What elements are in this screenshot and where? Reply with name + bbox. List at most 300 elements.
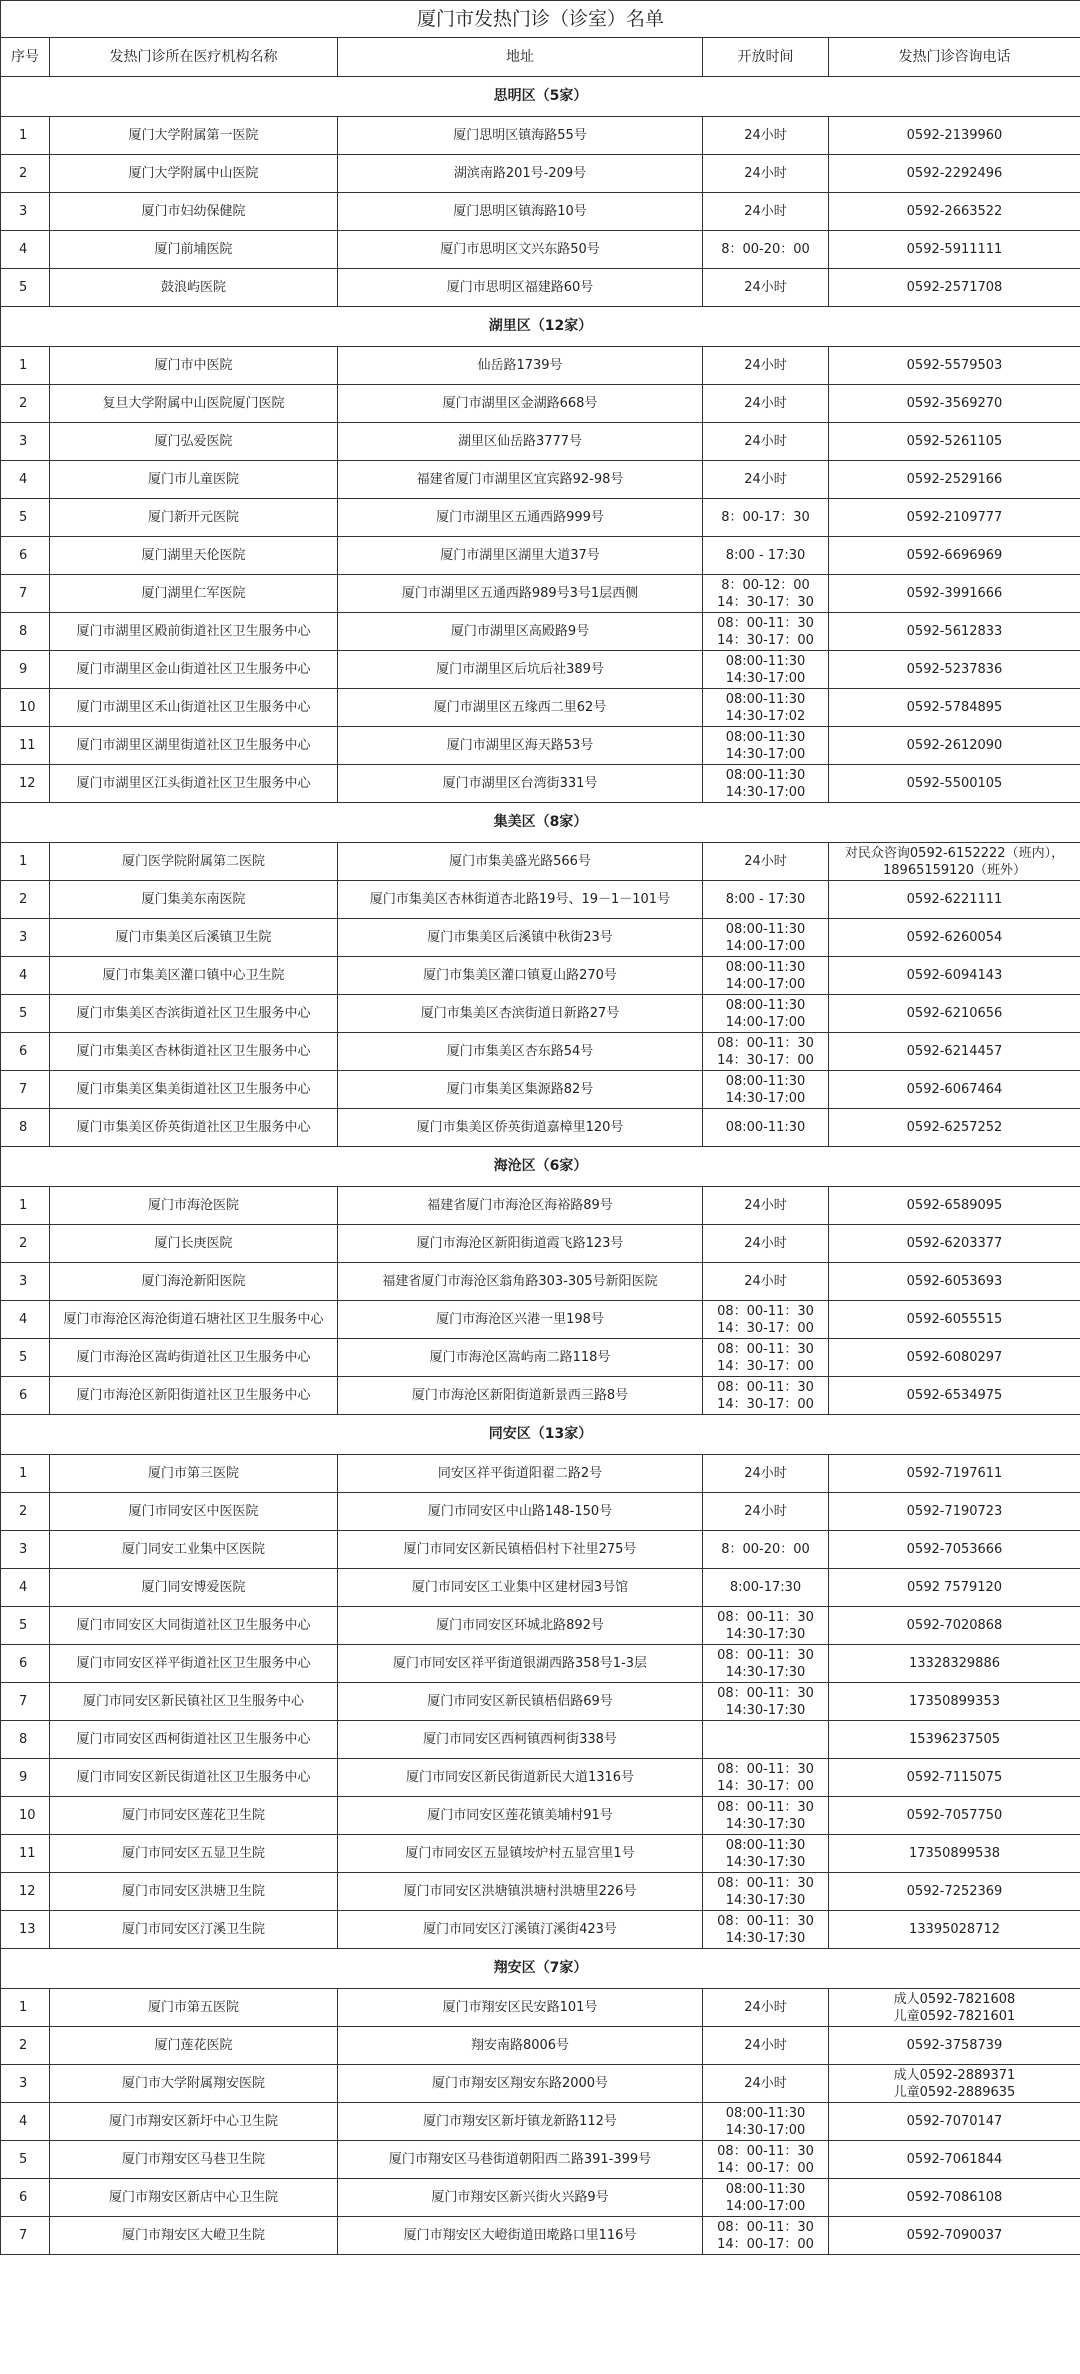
opening-hours: 08：00-11：30 14：30-17：00 bbox=[703, 1339, 829, 1377]
opening-hours: 24小时 bbox=[703, 193, 829, 231]
address: 厦门市集美盛光路566号 bbox=[338, 843, 703, 881]
opening-hours: 08:00-11:30 14:30-17:00 bbox=[703, 2103, 829, 2141]
address: 厦门市同安区汀溪镇汀溪街423号 bbox=[338, 1911, 703, 1949]
opening-hours: 24小时 bbox=[703, 385, 829, 423]
address: 厦门市同安区新民镇梧侣路69号 bbox=[338, 1683, 703, 1721]
institution-name: 厦门市大学附属翔安医院 bbox=[50, 2065, 338, 2103]
header-phone: 发热门诊咨询电话 bbox=[829, 38, 1080, 77]
institution-name: 厦门市同安区莲花卫生院 bbox=[50, 1797, 338, 1835]
phone: 0592-5237836 bbox=[829, 651, 1080, 689]
opening-hours: 24小时 bbox=[703, 423, 829, 461]
phone: 0592-5784895 bbox=[829, 689, 1080, 727]
address: 厦门市湖里区高殿路9号 bbox=[338, 613, 703, 651]
institution-name: 厦门医学院附属第二医院 bbox=[50, 843, 338, 881]
address: 厦门市集美区侨英街道嘉樟里120号 bbox=[338, 1109, 703, 1147]
row-index: 6 bbox=[1, 2179, 50, 2217]
table-row bbox=[1, 765, 1080, 803]
opening-hours: 24小时 bbox=[703, 1455, 829, 1493]
institution-name: 鼓浪屿医院 bbox=[50, 269, 338, 307]
institution-name: 厦门市湖里区江头街道社区卫生服务中心 bbox=[50, 765, 338, 803]
phone: 0592-6257252 bbox=[829, 1109, 1080, 1147]
institution-name: 厦门市翔安区马巷卫生院 bbox=[50, 2141, 338, 2179]
row-index: 8 bbox=[1, 1109, 50, 1147]
phone: 0592-5261105 bbox=[829, 423, 1080, 461]
table-row bbox=[1, 613, 1080, 651]
row-index: 3 bbox=[1, 1263, 50, 1301]
table-row bbox=[1, 995, 1080, 1033]
district-header-row bbox=[1, 803, 1080, 843]
phone: 0592-6696969 bbox=[829, 537, 1080, 575]
row-index: 13 bbox=[1, 1911, 50, 1949]
header-index: 序号 bbox=[1, 38, 50, 77]
phone: 成人0592-2889371 儿童0592-2889635 bbox=[829, 2065, 1080, 2103]
table-row bbox=[1, 1683, 1080, 1721]
address: 厦门市集美区集源路82号 bbox=[338, 1071, 703, 1109]
table-row bbox=[1, 117, 1080, 155]
row-index: 5 bbox=[1, 1339, 50, 1377]
opening-hours: 08：00-11：30 14：30-17：00 bbox=[703, 1033, 829, 1071]
table-row bbox=[1, 1797, 1080, 1835]
phone: 0592-6203377 bbox=[829, 1225, 1080, 1263]
document-title: 厦门市发热门诊（诊室）名单 bbox=[1, 1, 1080, 38]
district-title: 海沧区（6家） bbox=[1, 1147, 1080, 1187]
opening-hours: 08:00-11:30 14:30-17:00 bbox=[703, 765, 829, 803]
table-row bbox=[1, 499, 1080, 537]
phone: 0592-2292496 bbox=[829, 155, 1080, 193]
phone: 0592-7057750 bbox=[829, 1797, 1080, 1835]
table-row bbox=[1, 2217, 1080, 2255]
phone: 0592-6221111 bbox=[829, 881, 1080, 919]
opening-hours: 08:00-11:30 14:00-17:00 bbox=[703, 2179, 829, 2217]
institution-name: 厦门市儿童医院 bbox=[50, 461, 338, 499]
phone: 0592-7090037 bbox=[829, 2217, 1080, 2255]
row-index: 8 bbox=[1, 1721, 50, 1759]
table-row bbox=[1, 651, 1080, 689]
institution-name: 厦门市同安区新民镇社区卫生服务中心 bbox=[50, 1683, 338, 1721]
institution-name: 厦门市中医院 bbox=[50, 347, 338, 385]
opening-hours: 08：00-11：30 14：30-17：00 bbox=[703, 1377, 829, 1415]
row-index: 3 bbox=[1, 193, 50, 231]
address: 厦门市翔安区新圩镇龙新路112号 bbox=[338, 2103, 703, 2141]
row-index: 2 bbox=[1, 1225, 50, 1263]
address: 厦门市翔安区大嶝街道田墘路口里116号 bbox=[338, 2217, 703, 2255]
opening-hours: 08：00-11：30 14:30-17:30 bbox=[703, 1683, 829, 1721]
table-row bbox=[1, 2027, 1080, 2065]
address: 厦门市集美区杏林街道杏北路19号、19－1－101号 bbox=[338, 881, 703, 919]
address: 福建省厦门市海沧区海裕路89号 bbox=[338, 1187, 703, 1225]
institution-name: 厦门前埔医院 bbox=[50, 231, 338, 269]
phone: 0592-6055515 bbox=[829, 1301, 1080, 1339]
institution-name: 厦门大学附属第一医院 bbox=[50, 117, 338, 155]
table-row bbox=[1, 1759, 1080, 1797]
address: 厦门市湖里区五通西路989号3号1层西侧 bbox=[338, 575, 703, 613]
institution-name: 厦门市同安区中医医院 bbox=[50, 1493, 338, 1531]
opening-hours: 8：00-12：00 14：30-17：30 bbox=[703, 575, 829, 613]
row-index: 4 bbox=[1, 957, 50, 995]
address: 厦门市湖里区金湖路668号 bbox=[338, 385, 703, 423]
row-index: 12 bbox=[1, 765, 50, 803]
phone: 成人0592-7821608 儿童0592-7821601 bbox=[829, 1989, 1080, 2027]
phone: 0592-7115075 bbox=[829, 1759, 1080, 1797]
opening-hours: 08：00-11：30 14:30-17:30 bbox=[703, 1911, 829, 1949]
address: 湖里区仙岳路3777号 bbox=[338, 423, 703, 461]
table-row bbox=[1, 689, 1080, 727]
row-index: 1 bbox=[1, 347, 50, 385]
table-row bbox=[1, 575, 1080, 613]
table-row bbox=[1, 1645, 1080, 1683]
table-row bbox=[1, 461, 1080, 499]
address: 厦门市海沧区兴港一里198号 bbox=[338, 1301, 703, 1339]
opening-hours: 24小时 bbox=[703, 2027, 829, 2065]
row-index: 11 bbox=[1, 1835, 50, 1873]
institution-name: 厦门湖里天伦医院 bbox=[50, 537, 338, 575]
address: 同安区祥平街道阳翟二路2号 bbox=[338, 1455, 703, 1493]
address: 厦门市海沧区嵩屿南二路118号 bbox=[338, 1339, 703, 1377]
opening-hours: 24小时 bbox=[703, 1989, 829, 2027]
address: 翔安南路8006号 bbox=[338, 2027, 703, 2065]
table-row bbox=[1, 1493, 1080, 1531]
row-index: 2 bbox=[1, 881, 50, 919]
phone: 0592-3758739 bbox=[829, 2027, 1080, 2065]
institution-name: 厦门市集美区集美街道社区卫生服务中心 bbox=[50, 1071, 338, 1109]
table-row bbox=[1, 1263, 1080, 1301]
row-index: 7 bbox=[1, 1071, 50, 1109]
table-row bbox=[1, 1187, 1080, 1225]
institution-name: 厦门市海沧医院 bbox=[50, 1187, 338, 1225]
table-row bbox=[1, 1531, 1080, 1569]
district-header-row bbox=[1, 1949, 1080, 1989]
institution-name: 厦门市同安区新民街道社区卫生服务中心 bbox=[50, 1759, 338, 1797]
address: 厦门市同安区五显镇垵炉村五显宫里1号 bbox=[338, 1835, 703, 1873]
table-row bbox=[1, 1225, 1080, 1263]
opening-hours: 08：00-11：30 14:30-17:30 bbox=[703, 1607, 829, 1645]
table-row bbox=[1, 2065, 1080, 2103]
address: 厦门市集美区后溪镇中秋街23号 bbox=[338, 919, 703, 957]
institution-name: 厦门长庚医院 bbox=[50, 1225, 338, 1263]
opening-hours: 8：00-20：00 bbox=[703, 231, 829, 269]
institution-name: 厦门市同安区西柯街道社区卫生服务中心 bbox=[50, 1721, 338, 1759]
address: 厦门市湖里区后坑后社389号 bbox=[338, 651, 703, 689]
opening-hours: 24小时 bbox=[703, 2065, 829, 2103]
phone: 17350899353 bbox=[829, 1683, 1080, 1721]
row-index: 2 bbox=[1, 385, 50, 423]
address: 厦门市思明区文兴东路50号 bbox=[338, 231, 703, 269]
table-row bbox=[1, 1721, 1080, 1759]
header-address: 地址 bbox=[338, 38, 703, 77]
phone: 0592-3991666 bbox=[829, 575, 1080, 613]
address: 厦门市湖里区五通西路999号 bbox=[338, 499, 703, 537]
opening-hours: 08:00-11:30 14:00-17:00 bbox=[703, 919, 829, 957]
phone: 0592-2139960 bbox=[829, 117, 1080, 155]
row-index: 2 bbox=[1, 155, 50, 193]
phone: 0592-6214457 bbox=[829, 1033, 1080, 1071]
opening-hours: 8：00-17：30 bbox=[703, 499, 829, 537]
institution-name: 厦门市湖里区金山街道社区卫生服务中心 bbox=[50, 651, 338, 689]
phone: 0592-6210656 bbox=[829, 995, 1080, 1033]
phone: 0592-5500105 bbox=[829, 765, 1080, 803]
institution-name: 厦门市集美区后溪镇卫生院 bbox=[50, 919, 338, 957]
row-index: 4 bbox=[1, 2103, 50, 2141]
header-hours: 开放时间 bbox=[703, 38, 829, 77]
table-row bbox=[1, 2141, 1080, 2179]
address: 厦门市海沧区新阳街道新景西三路8号 bbox=[338, 1377, 703, 1415]
table-row bbox=[1, 1109, 1080, 1147]
address: 厦门市同安区祥平街道银湖西路358号1-3层 bbox=[338, 1645, 703, 1683]
row-index: 8 bbox=[1, 613, 50, 651]
opening-hours: 08：00-11：30 14：30-17：00 bbox=[703, 1301, 829, 1339]
district-title: 集美区（8家） bbox=[1, 803, 1080, 843]
row-index: 5 bbox=[1, 269, 50, 307]
opening-hours: 8:00 - 17:30 bbox=[703, 881, 829, 919]
row-index: 7 bbox=[1, 1683, 50, 1721]
row-index: 6 bbox=[1, 1377, 50, 1415]
phone: 0592 7579120 bbox=[829, 1569, 1080, 1607]
phone: 0592-7020868 bbox=[829, 1607, 1080, 1645]
table-row bbox=[1, 1071, 1080, 1109]
address: 厦门市同安区新民镇梧侣村下社里275号 bbox=[338, 1531, 703, 1569]
institution-name: 厦门市翔安区新店中心卫生院 bbox=[50, 2179, 338, 2217]
phone: 0592-2109777 bbox=[829, 499, 1080, 537]
district-title: 湖里区（12家） bbox=[1, 307, 1080, 347]
phone: 13328329886 bbox=[829, 1645, 1080, 1683]
header-row bbox=[1, 38, 1080, 77]
institution-name: 厦门市翔安区大嶝卫生院 bbox=[50, 2217, 338, 2255]
opening-hours: 08:00-11:30 bbox=[703, 1109, 829, 1147]
address: 厦门市翔安区民安路101号 bbox=[338, 1989, 703, 2027]
row-index: 9 bbox=[1, 651, 50, 689]
address: 厦门市集美区灌口镇夏山路270号 bbox=[338, 957, 703, 995]
row-index: 3 bbox=[1, 423, 50, 461]
opening-hours: 08:00-11:30 14:00-17:00 bbox=[703, 957, 829, 995]
address: 厦门市同安区中山路148-150号 bbox=[338, 1493, 703, 1531]
institution-name: 厦门集美东南医院 bbox=[50, 881, 338, 919]
title-row bbox=[1, 1, 1080, 38]
row-index: 5 bbox=[1, 995, 50, 1033]
address: 厦门市湖里区海天路53号 bbox=[338, 727, 703, 765]
opening-hours: 24小时 bbox=[703, 1493, 829, 1531]
opening-hours: 08:00-11:30 14:00-17:00 bbox=[703, 995, 829, 1033]
address: 厦门市翔安区马巷街道朝阳西二路391-399号 bbox=[338, 2141, 703, 2179]
table-row bbox=[1, 727, 1080, 765]
address: 厦门市同安区新民街道新民大道1316号 bbox=[338, 1759, 703, 1797]
district-title: 翔安区（7家） bbox=[1, 1949, 1080, 1989]
address: 厦门市海沧区新阳街道霞飞路123号 bbox=[338, 1225, 703, 1263]
address: 厦门市湖里区台湾街331号 bbox=[338, 765, 703, 803]
address: 厦门市湖里区五缘西二里62号 bbox=[338, 689, 703, 727]
opening-hours: 08：00-11：30 14：00-17：00 bbox=[703, 2217, 829, 2255]
table-row bbox=[1, 1911, 1080, 1949]
institution-name: 厦门市海沧区嵩屿街道社区卫生服务中心 bbox=[50, 1339, 338, 1377]
phone: 0592-6260054 bbox=[829, 919, 1080, 957]
table-row bbox=[1, 1989, 1080, 2027]
phone: 0592-2529166 bbox=[829, 461, 1080, 499]
phone: 0592-6094143 bbox=[829, 957, 1080, 995]
opening-hours: 24小时 bbox=[703, 1187, 829, 1225]
header-institution: 发热门诊所在医疗机构名称 bbox=[50, 38, 338, 77]
table-row bbox=[1, 1339, 1080, 1377]
address: 厦门市同安区莲花镇美埔村91号 bbox=[338, 1797, 703, 1835]
institution-name: 复旦大学附属中山医院厦门医院 bbox=[50, 385, 338, 423]
opening-hours: 08:00-11:30 14:30-17:00 bbox=[703, 1071, 829, 1109]
phone: 0592-7252369 bbox=[829, 1873, 1080, 1911]
institution-name: 厦门湖里仁军医院 bbox=[50, 575, 338, 613]
institution-name: 厦门市集美区杏林街道社区卫生服务中心 bbox=[50, 1033, 338, 1071]
opening-hours: 08：00-11：30 14:30-17:30 bbox=[703, 1645, 829, 1683]
phone: 0592-6534975 bbox=[829, 1377, 1080, 1415]
row-index: 6 bbox=[1, 537, 50, 575]
row-index: 3 bbox=[1, 919, 50, 957]
phone: 对民众咨询0592-6152222（班内）， 18965159120（班外） bbox=[829, 843, 1080, 881]
phone: 0592-6067464 bbox=[829, 1071, 1080, 1109]
opening-hours: 8：00-20：00 bbox=[703, 1531, 829, 1569]
phone: 0592-5911111 bbox=[829, 231, 1080, 269]
phone: 0592-2612090 bbox=[829, 727, 1080, 765]
row-index: 7 bbox=[1, 2217, 50, 2255]
table-row bbox=[1, 843, 1080, 881]
table-row bbox=[1, 2103, 1080, 2141]
row-index: 2 bbox=[1, 1493, 50, 1531]
table-row bbox=[1, 1033, 1080, 1071]
row-index: 3 bbox=[1, 1531, 50, 1569]
address: 厦门市集美区杏东路54号 bbox=[338, 1033, 703, 1071]
district-header-row bbox=[1, 307, 1080, 347]
district-title: 思明区（5家） bbox=[1, 77, 1080, 117]
table-row bbox=[1, 155, 1080, 193]
table-row bbox=[1, 231, 1080, 269]
address: 厦门市思明区福建路60号 bbox=[338, 269, 703, 307]
phone: 0592-5579503 bbox=[829, 347, 1080, 385]
institution-name: 厦门大学附属中山医院 bbox=[50, 155, 338, 193]
phone: 0592-7053666 bbox=[829, 1531, 1080, 1569]
institution-name: 厦门市妇幼保健院 bbox=[50, 193, 338, 231]
institution-name: 厦门市湖里区湖里街道社区卫生服务中心 bbox=[50, 727, 338, 765]
row-index: 4 bbox=[1, 1301, 50, 1339]
institution-name: 厦门新开元医院 bbox=[50, 499, 338, 537]
institution-name: 厦门同安博爱医院 bbox=[50, 1569, 338, 1607]
district-header-row bbox=[1, 77, 1080, 117]
institution-name: 厦门市同安区大同街道社区卫生服务中心 bbox=[50, 1607, 338, 1645]
row-index: 5 bbox=[1, 499, 50, 537]
institution-name: 厦门市湖里区禾山街道社区卫生服务中心 bbox=[50, 689, 338, 727]
phone: 0592-6080297 bbox=[829, 1339, 1080, 1377]
institution-name: 厦门市同安区五显卫生院 bbox=[50, 1835, 338, 1873]
row-index: 1 bbox=[1, 843, 50, 881]
institution-name: 厦门市第五医院 bbox=[50, 1989, 338, 2027]
table-row bbox=[1, 919, 1080, 957]
row-index: 5 bbox=[1, 1607, 50, 1645]
phone: 0592-6589095 bbox=[829, 1187, 1080, 1225]
address: 厦门市翔安区翔安东路2000号 bbox=[338, 2065, 703, 2103]
table-row bbox=[1, 2179, 1080, 2217]
row-index: 1 bbox=[1, 117, 50, 155]
opening-hours: 24小时 bbox=[703, 117, 829, 155]
address: 厦门思明区镇海路55号 bbox=[338, 117, 703, 155]
phone: 15396237505 bbox=[829, 1721, 1080, 1759]
institution-name: 厦门市同安区祥平街道社区卫生服务中心 bbox=[50, 1645, 338, 1683]
opening-hours bbox=[703, 1721, 829, 1759]
opening-hours: 8:00 - 17:30 bbox=[703, 537, 829, 575]
phone: 0592-2663522 bbox=[829, 193, 1080, 231]
institution-name: 厦门市集美区杏滨街道社区卫生服务中心 bbox=[50, 995, 338, 1033]
address: 厦门市湖里区湖里大道37号 bbox=[338, 537, 703, 575]
row-index: 12 bbox=[1, 1873, 50, 1911]
table-row bbox=[1, 957, 1080, 995]
row-index: 1 bbox=[1, 1187, 50, 1225]
institution-name: 厦门市海沧区新阳街道社区卫生服务中心 bbox=[50, 1377, 338, 1415]
table-row bbox=[1, 1377, 1080, 1415]
opening-hours: 24小时 bbox=[703, 1263, 829, 1301]
address: 厦门市同安区西柯镇西柯街338号 bbox=[338, 1721, 703, 1759]
table-row bbox=[1, 347, 1080, 385]
phone: 0592-6053693 bbox=[829, 1263, 1080, 1301]
institution-name: 厦门同安工业集中区医院 bbox=[50, 1531, 338, 1569]
table-row bbox=[1, 269, 1080, 307]
table-row bbox=[1, 1873, 1080, 1911]
opening-hours: 24小时 bbox=[703, 269, 829, 307]
opening-hours: 24小时 bbox=[703, 347, 829, 385]
row-index: 4 bbox=[1, 231, 50, 269]
phone: 0592-5612833 bbox=[829, 613, 1080, 651]
row-index: 4 bbox=[1, 461, 50, 499]
phone: 0592-7061844 bbox=[829, 2141, 1080, 2179]
row-index: 9 bbox=[1, 1759, 50, 1797]
phone: 0592-2571708 bbox=[829, 269, 1080, 307]
district-header-row bbox=[1, 1415, 1080, 1455]
address: 仙岳路1739号 bbox=[338, 347, 703, 385]
row-index: 6 bbox=[1, 1645, 50, 1683]
table-row bbox=[1, 1835, 1080, 1873]
institution-name: 厦门市翔安区新圩中心卫生院 bbox=[50, 2103, 338, 2141]
phone: 13395028712 bbox=[829, 1911, 1080, 1949]
table-row bbox=[1, 1301, 1080, 1339]
row-index: 2 bbox=[1, 2027, 50, 2065]
opening-hours: 24小时 bbox=[703, 155, 829, 193]
district-title: 同安区（13家） bbox=[1, 1415, 1080, 1455]
address: 厦门市同安区洪塘镇洪塘村洪塘里226号 bbox=[338, 1873, 703, 1911]
row-index: 10 bbox=[1, 1797, 50, 1835]
address: 福建省厦门市湖里区宜宾路92-98号 bbox=[338, 461, 703, 499]
address: 厦门市集美区杏滨街道日新路27号 bbox=[338, 995, 703, 1033]
row-index: 1 bbox=[1, 1455, 50, 1493]
phone: 17350899538 bbox=[829, 1835, 1080, 1873]
opening-hours: 08：00-11：30 14：00-17：00 bbox=[703, 2141, 829, 2179]
address: 福建省厦门市海沧区翁角路303-305号新阳医院 bbox=[338, 1263, 703, 1301]
opening-hours: 08:00-11:30 14:30-17:02 bbox=[703, 689, 829, 727]
institution-name: 厦门莲花医院 bbox=[50, 2027, 338, 2065]
row-index: 5 bbox=[1, 2141, 50, 2179]
opening-hours: 08：00-11：30 14:30-17:30 bbox=[703, 1797, 829, 1835]
opening-hours: 8:00-17:30 bbox=[703, 1569, 829, 1607]
row-index: 7 bbox=[1, 575, 50, 613]
opening-hours: 08:00-11:30 14:30-17:00 bbox=[703, 727, 829, 765]
phone: 0592-7197611 bbox=[829, 1455, 1080, 1493]
address: 厦门市同安区工业集中区建材园3号馆 bbox=[338, 1569, 703, 1607]
institution-name: 厦门市湖里区殿前街道社区卫生服务中心 bbox=[50, 613, 338, 651]
institution-name: 厦门市集美区侨英街道社区卫生服务中心 bbox=[50, 1109, 338, 1147]
institution-name: 厦门市同安区洪塘卫生院 bbox=[50, 1873, 338, 1911]
institution-name: 厦门海沧新阳医院 bbox=[50, 1263, 338, 1301]
district-header-row bbox=[1, 1147, 1080, 1187]
opening-hours: 24小时 bbox=[703, 843, 829, 881]
institution-name: 厦门市海沧区海沧街道石塘社区卫生服务中心 bbox=[50, 1301, 338, 1339]
institution-name: 厦门市集美区灌口镇中心卫生院 bbox=[50, 957, 338, 995]
opening-hours: 08：00-11：30 14：30-17：00 bbox=[703, 613, 829, 651]
table-row bbox=[1, 537, 1080, 575]
row-index: 11 bbox=[1, 727, 50, 765]
row-index: 6 bbox=[1, 1033, 50, 1071]
opening-hours: 24小时 bbox=[703, 1225, 829, 1263]
row-index: 4 bbox=[1, 1569, 50, 1607]
